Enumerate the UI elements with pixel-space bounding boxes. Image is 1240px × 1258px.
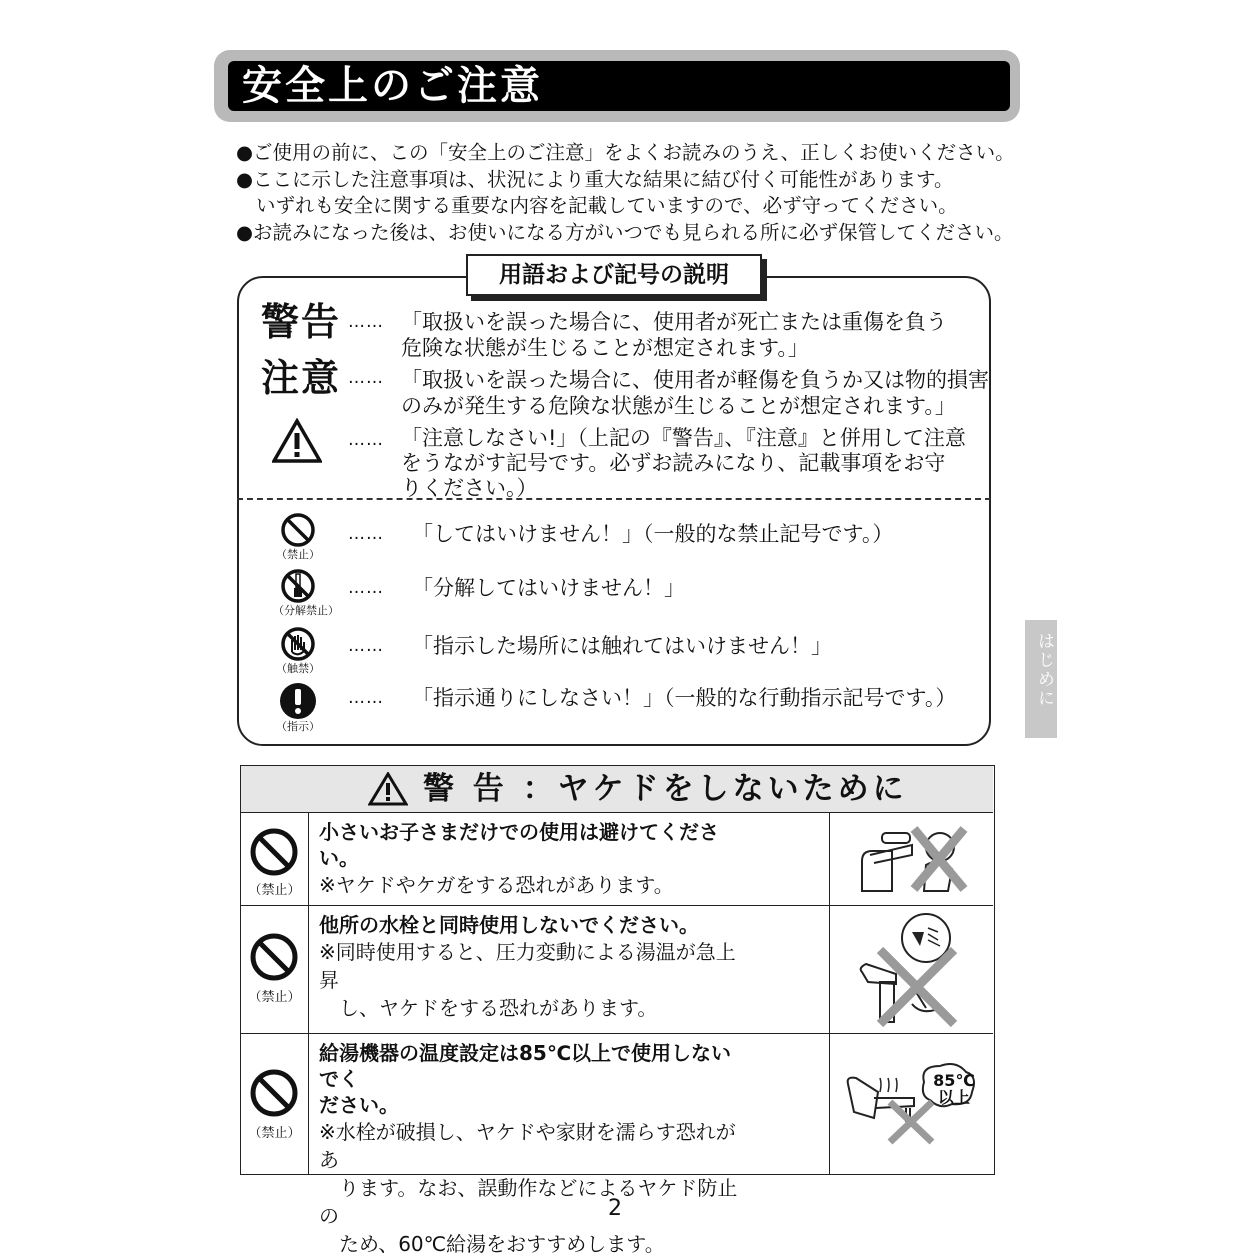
no-touch-hand-icon: [280, 626, 316, 662]
dots: ……: [348, 578, 384, 598]
row-icon-caption: （禁止）: [248, 883, 301, 898]
warning-definition: 危険な状態が生じることが想定されます。」: [401, 336, 809, 360]
child-faucet-illustration: [829, 813, 994, 905]
child-faucet-illustration-icon: [852, 821, 972, 897]
instruction-symbol: [273, 682, 323, 733]
warning-row: [241, 906, 993, 1034]
caution-term: 注意: [261, 356, 342, 400]
dots: ……: [348, 312, 384, 332]
section-tab-label: はじめに: [1034, 632, 1054, 708]
page-title: 安全上のご注意: [242, 63, 543, 109]
no-disassembly-symbol: [273, 568, 339, 617]
symbol-caption: （触禁）: [276, 662, 320, 675]
caution-definition: のみが発生する危険な状態が生じることが想定されます。」: [401, 394, 956, 418]
dots: ……: [348, 524, 384, 544]
intro-line: いずれも安全に関する重要な内容を記載していますので、必ず守ってください。: [256, 194, 958, 217]
warning-header: [241, 766, 993, 813]
symbol-description: 「してはいけません！」（一般的な禁止記号です。）: [412, 522, 894, 546]
exclamation-icon: [279, 682, 317, 720]
row-body: ※同時使用すると、圧力変動による湯温が急上昇: [319, 940, 736, 992]
shower-faucet-illustration-icon: [856, 912, 976, 1028]
alert-definition: りください。）: [401, 476, 538, 500]
intro-line: ●ご使用の前に、この「安全上のご注意」をよくお読みのうえ、正しくお使いください。: [236, 141, 1015, 164]
dashed-divider: [237, 498, 991, 500]
row-icon-cell: [241, 1034, 309, 1174]
symbol-description: 「分解してはいけません！」: [412, 576, 685, 600]
symbol-caption: （分解禁止）: [273, 604, 339, 617]
row-icon-caption: （禁止）: [248, 1126, 301, 1141]
temperature-badge-line: 85℃: [933, 1071, 975, 1090]
caution-definition: 「取扱いを誤った場合に、使用者が軽傷を負うか又は物的損害: [401, 368, 989, 392]
prohibited-icon: [249, 1068, 299, 1118]
alert-definition: をうながす記号です。必ずお読みになり、記載事項をお守: [401, 451, 946, 475]
row-text: [319, 819, 739, 899]
alert-triangle-icon: [272, 418, 322, 464]
intro-line: ●ここに示した注意事項は、状況により重大な結果に結び付く可能性があります。: [236, 167, 954, 191]
row-icon-caption: （禁止）: [248, 990, 301, 1005]
temperature-badge: [930, 1072, 978, 1106]
row-body: ります。なお、誤動作などによるヤケド防止の: [319, 1176, 738, 1228]
symbol-description: 「指示通りにしなさい！」（一般的な行動指示記号です。）: [412, 686, 957, 710]
dots: ……: [348, 368, 384, 388]
no-touch-symbol: [273, 626, 323, 675]
temperature-badge-line: 以上: [937, 1088, 970, 1107]
warning-row: [241, 813, 993, 906]
prohibited-icon: [249, 932, 299, 982]
warning-term: 警告: [261, 300, 342, 344]
symbol-caption: （禁止）: [276, 548, 320, 561]
intro-line: ●お読みになった後は、お使いになる方がいつでも見られる所に必ず保管してください。: [236, 220, 1014, 244]
warning-row: [241, 1034, 993, 1256]
warning-definition: 「取扱いを誤った場合に、使用者が死亡または重傷を負う: [401, 310, 947, 334]
dots: ……: [348, 688, 384, 708]
row-icon-cell: [241, 813, 309, 905]
page-number: 2: [608, 1196, 622, 1221]
shower-faucet-illustration: [829, 906, 994, 1033]
terms-label: 用語および記号の説明: [466, 254, 762, 296]
row-heading: 小さいお子さまだけでの使用は避けてください。: [319, 820, 719, 870]
water-heater-illustration: [829, 1034, 994, 1174]
row-body: し、ヤケドをする恐れがあります。: [319, 996, 658, 1020]
symbol-caption: （指示）: [276, 720, 320, 733]
no-disassembly-icon: [280, 568, 316, 604]
prohibited-icon: [249, 827, 299, 877]
prohibited-symbol: [273, 512, 323, 561]
row-icon-cell: [241, 906, 309, 1033]
alert-definition: 「注意しなさい!」（上記の『警告』、『注意』と併用して注意: [401, 426, 966, 450]
row-heading: 他所の水栓と同時使用しないでください。: [319, 913, 699, 937]
intro-notes: [236, 140, 1015, 246]
row-body: ※ヤケドやケガをする恐れがあります。: [319, 873, 674, 897]
burn-warning-table: [240, 765, 995, 1256]
dots: ……: [348, 430, 384, 450]
row-heading: 給湯機器の温度設定は85℃以上で使用しないでく: [319, 1041, 732, 1091]
row-text: [319, 1040, 739, 1258]
row-text: [319, 912, 739, 1022]
row-heading: ださい。: [319, 1093, 399, 1117]
alert-triangle-icon: [368, 772, 408, 806]
prohibited-icon: [280, 512, 316, 548]
row-body: ※水栓が破損し、ヤケドや家財を濡らす恐れがあ: [319, 1120, 736, 1172]
section-tab: [1025, 620, 1057, 738]
dots: ……: [348, 636, 384, 656]
warning-header-text: 警 告 ：ヤケドをしないために: [423, 771, 908, 807]
symbol-description: 「指示した場所には触れてはいけません！」: [412, 634, 832, 658]
row-body: ため、60℃給湯をおすすめします。: [319, 1232, 665, 1256]
